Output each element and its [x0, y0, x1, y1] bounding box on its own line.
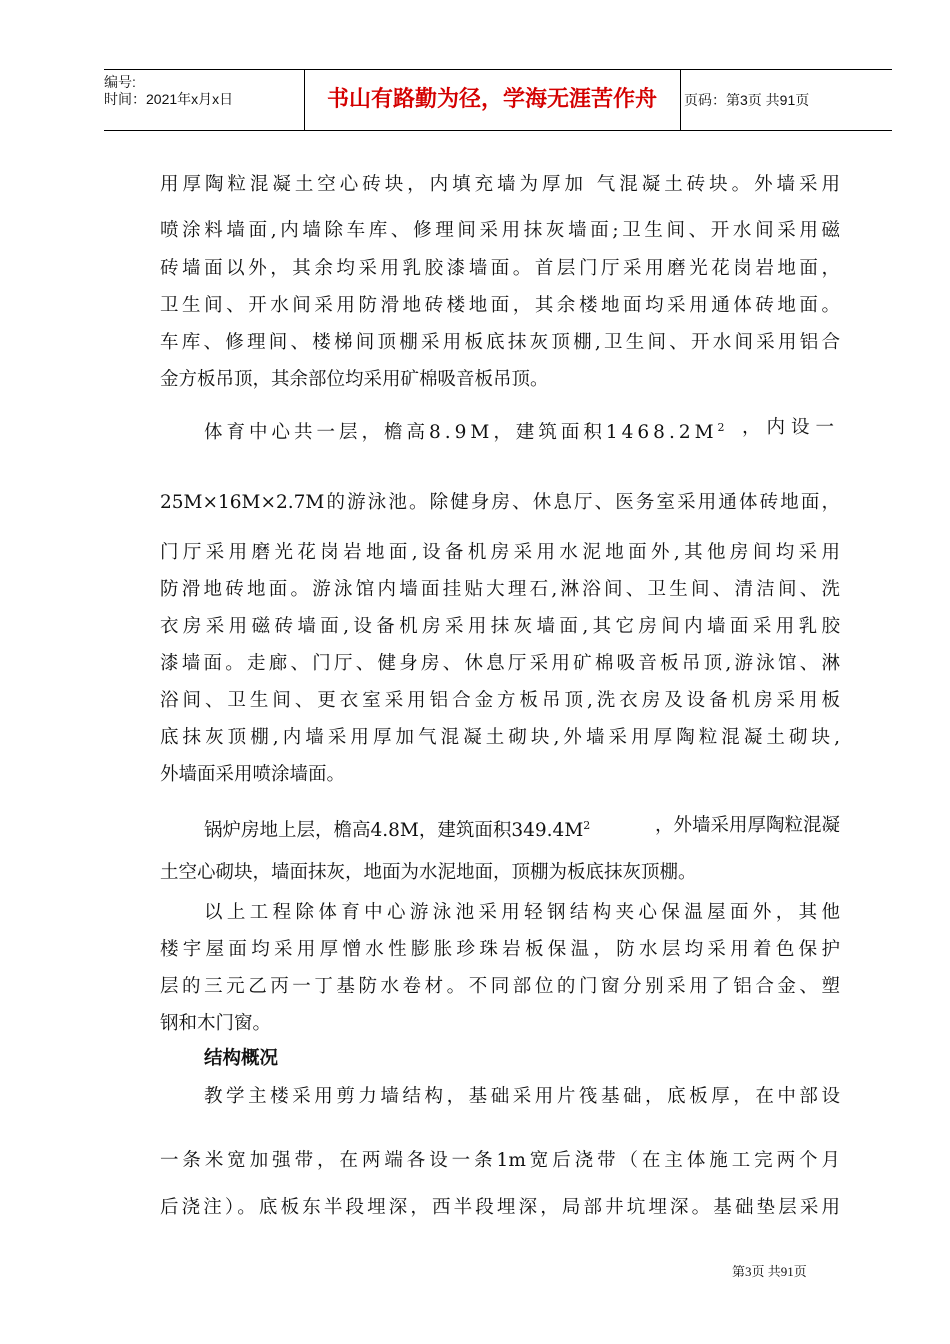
text-line — [204, 813, 840, 842]
header-motto: 书山有路勤为径，学海无涯苦作舟 — [326, 87, 657, 112]
text-line: 钢和木门窗。 — [160, 1013, 272, 1034]
text-line: 土空心砌块，墙面抹灰，地面为水泥地面，顶棚为板底抹灰顶棚。 — [160, 862, 697, 883]
text-line: 衣房采用磁砖墙面,设备机房采用抹灰墙面,其它房间内墙面采用乳胶 — [160, 616, 840, 637]
text-line: 漆墙面。走廊、门厅、健身房、休息厅采用矿棉吸音板吊顶,游泳馆、淋 — [160, 653, 840, 674]
page-header — [104, 69, 892, 131]
text-line: 一条米宽加强带，在两端各设一条1m宽后浇带（在主体施工完两个月 — [160, 1150, 840, 1171]
text-line: 以上工程除体育中心游泳池采用轻钢结构夹心保温屋面外，其他 — [204, 902, 840, 923]
text-line: 外墙面采用喷涂墙面。 — [160, 764, 346, 785]
section-heading: 结构概况 — [204, 1048, 279, 1069]
text-segment: 锅炉房地上层，檐高4.8M，建筑面积$349.4M^2$ — [204, 819, 591, 842]
header-divider — [304, 70, 305, 130]
text-line: 喷涂料墙面,内墙除车库、修理间采用抹灰墙面;卫生间、开水间采用磁 — [160, 220, 840, 241]
text-line: 卫生间、开水间采用防滑地砖楼地面，其余楼地面均采用通体砖地面。 — [160, 295, 840, 316]
text-line: 25M×16M×2.7M的游泳池。除健身房、休息厅、医务室采用通体砖地面， — [160, 492, 840, 513]
text-line: 层的三元乙丙一丁基防水卷材。不同部位的门窗分别采用了铝合金、塑 — [160, 976, 840, 997]
text-segment: ，外墙采用厚陶粒混凝 — [654, 815, 840, 836]
time-label: 时间：2021年x月x日 — [104, 91, 234, 107]
text-line: 门厅采用磨光花岗岩地面,设备机房采用水泥地面外,其他房间均采用 — [160, 542, 840, 563]
page-footer: 第3页 共91页 — [732, 1264, 807, 1279]
number-label: 编号: — [104, 74, 136, 90]
text-line: 楼宇屋面均采用厚憎水性膨胀珍珠岩板保温，防水层均采用着色保护 — [160, 939, 840, 960]
text-line: 后浇注）。底板东半段埋深，西半段埋深，局部井坑埋深。基础垫层采用 — [160, 1197, 840, 1218]
text-segment: 体育中心共一层，檐高8.9M，建筑面积$1468.2M^2$ — [204, 421, 729, 444]
text-line: 防滑地砖地面。游泳馆内墙面挂贴大理石,淋浴间、卫生间、清洁间、洗 — [160, 579, 840, 600]
text-line: 底抹灰顶棚,内墙采用厚加气混凝土砌块,外墙采用厚陶粒混凝土砌块, — [160, 727, 840, 748]
header-meta — [104, 70, 304, 134]
header-divider — [680, 70, 681, 130]
text-line: 浴间、卫生间、更衣室采用铝合金方板吊顶,洗衣房及设备机房采用板 — [160, 690, 840, 711]
header-page-number: 页码：第3页 共91页 — [684, 92, 810, 108]
text-line: 车库、修理间、楼梯间顶棚采用板底抹灰顶棚,卫生间、开水间采用铝合 — [160, 332, 840, 353]
text-line: 砖墙面以外，其余均采用乳胶漆墙面。首层门厅采用磨光花岗岩地面， — [160, 258, 840, 279]
text-line: 用厚陶粒混凝土空心砖块，内填充墙为厚加 气混凝土砖块。外墙采用 — [160, 174, 840, 195]
text-line: 金方板吊顶，其余部位均采用矿棉吸音板吊顶。 — [160, 369, 549, 390]
text-segment: ，内设一 — [741, 417, 840, 438]
text-line: 教学主楼采用剪力墙结构，基础采用片筏基础，底板厚，在中部设 — [204, 1086, 840, 1107]
text-line — [204, 415, 840, 444]
